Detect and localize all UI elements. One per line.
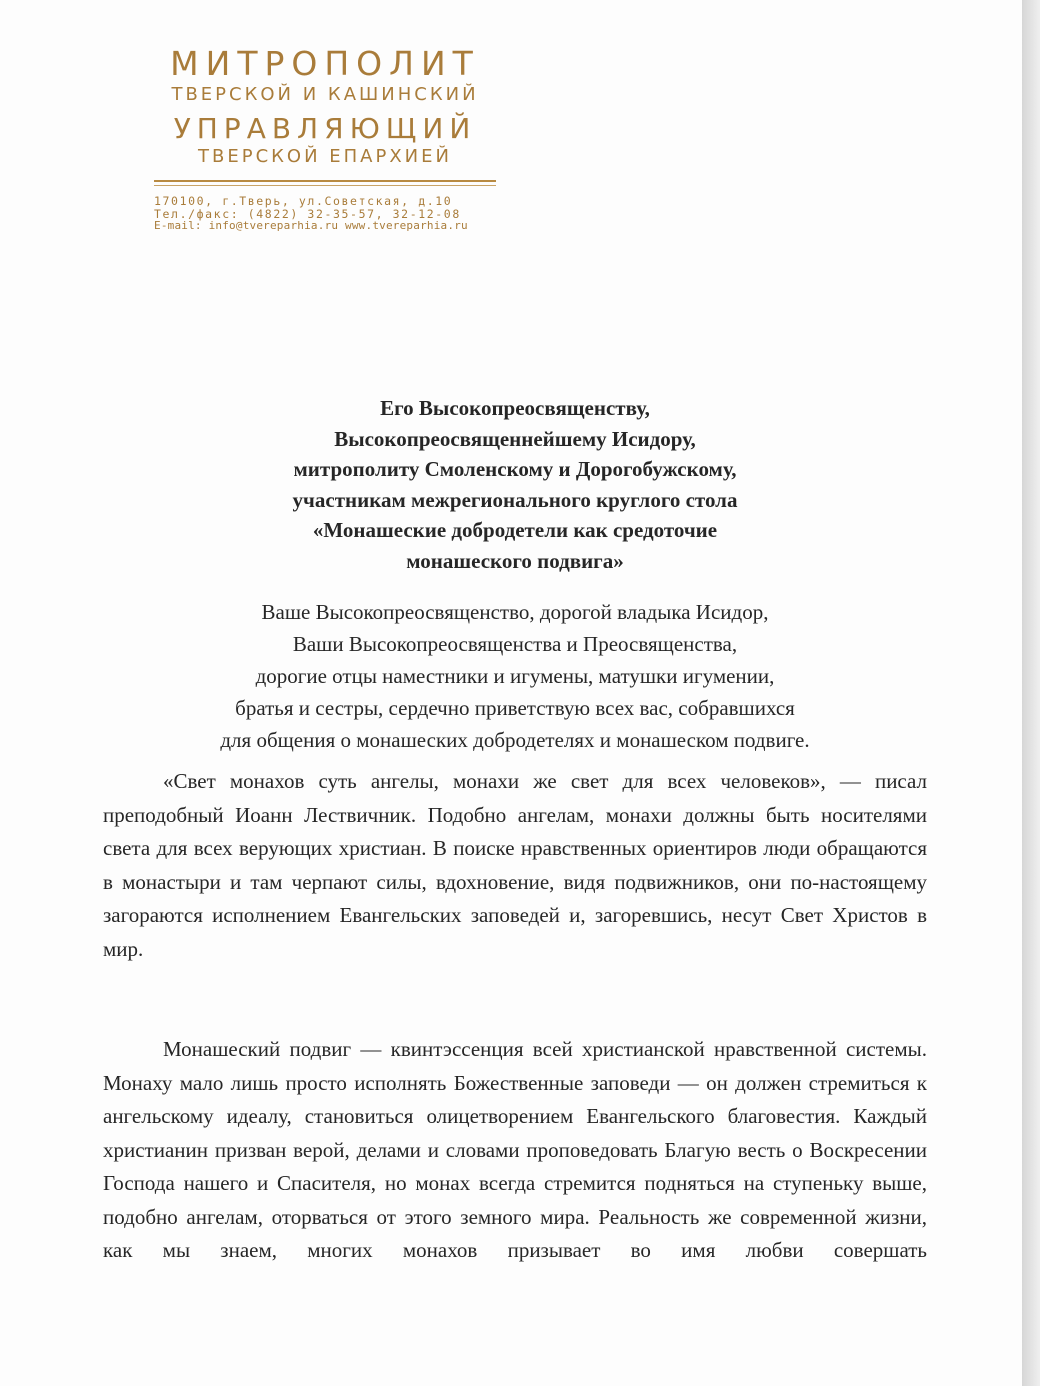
greeting-line: Ваши Высокопреосвященства и Преосвященства, xyxy=(292,632,738,656)
letterhead xyxy=(154,44,496,233)
addressee-line: митрополиту Смоленскому и Дорогобужскому, xyxy=(293,457,737,481)
body-paragraph-2: Монашеский подвиг — квинтэссенция всей христианской нравственной системы. Монаху мало лишь просто исполнять Божественные заповеди — он должен стремиться к ангельскому идеалу, становиться олицетворением Евангельского благовестия. Каждый христианин призван верой, делами и словами проповедовать Благую весть о Воскресении Господа нашего и Спасителя, но монах всегда стремится подняться на ступеньку выше, подобно ангелам, оторваться от этого земного мира. Реальность же современной жизни, как мы знаем, многих монахов призывает во имя любви совершать xyxy=(103,1037,927,1262)
letterhead-email-web: E-mail: info@tvereparhia.ru www.tvereparhia.ru xyxy=(154,219,468,232)
page-edge-shadow xyxy=(1022,0,1040,1386)
addressee-block xyxy=(100,393,930,576)
greeting-block xyxy=(100,596,930,756)
addressee-line: монашеского подвига» xyxy=(406,548,624,573)
greeting-line: для общения о монашеских добродетелях и монашеском подвиге. xyxy=(220,728,810,752)
letterhead-role-sub: ТВЕРСКОЙ ЕПАРХИЕЙ xyxy=(198,146,452,167)
addressee-line: участникам межрегионального круглого стола xyxy=(292,487,738,512)
letterhead-subtitle: ТВЕРСКОЙ И КАШИНСКИЙ xyxy=(171,84,479,105)
greeting-line: братья и сестры, сердечно приветствую всех вас, собравшихся xyxy=(235,696,795,720)
letterhead-address: 170100, г.Тверь, ул.Советская, д.10 xyxy=(154,194,453,208)
body-paragraph-1: «Свет монахов суть ангелы, монахи же свет для всех человеков», — писал преподобный Иоанн Лествичник. Подобно ангелам, монахи должны быть носителями света для всех верующих христиан. В поиске нравственных ориентиров люди обращаются в монастыри и там черпают силы, вдохновение, видя подвижников, они по-настоящему загораются исполнением Евангельских заповедей и, загоревшись, несут Свет Христов в мир. xyxy=(103,769,927,961)
letterhead-phone: Тел./факс: (4822) 32-35-57, 32-12-08 xyxy=(154,206,461,221)
letterhead-role: УПРАВЛЯЮЩИЙ xyxy=(173,112,477,145)
greeting-line: Ваше Высокопреосвященство, дорогой владыка Исидор, xyxy=(261,600,769,624)
addressee-line: Его Высокопреосвященству, xyxy=(380,396,650,420)
greeting-line: дорогие отцы наместники и игумены, матушки игумении, xyxy=(255,664,775,688)
addressee-line: «Монашеские добродетели как средоточие xyxy=(312,518,718,542)
addressee-line: Высокопреосвященнейшему Исидору, xyxy=(334,426,696,451)
letterhead-title: МИТРОПОЛИТ xyxy=(170,44,480,83)
letterhead-divider xyxy=(154,180,496,186)
letterhead-contacts xyxy=(154,195,496,233)
